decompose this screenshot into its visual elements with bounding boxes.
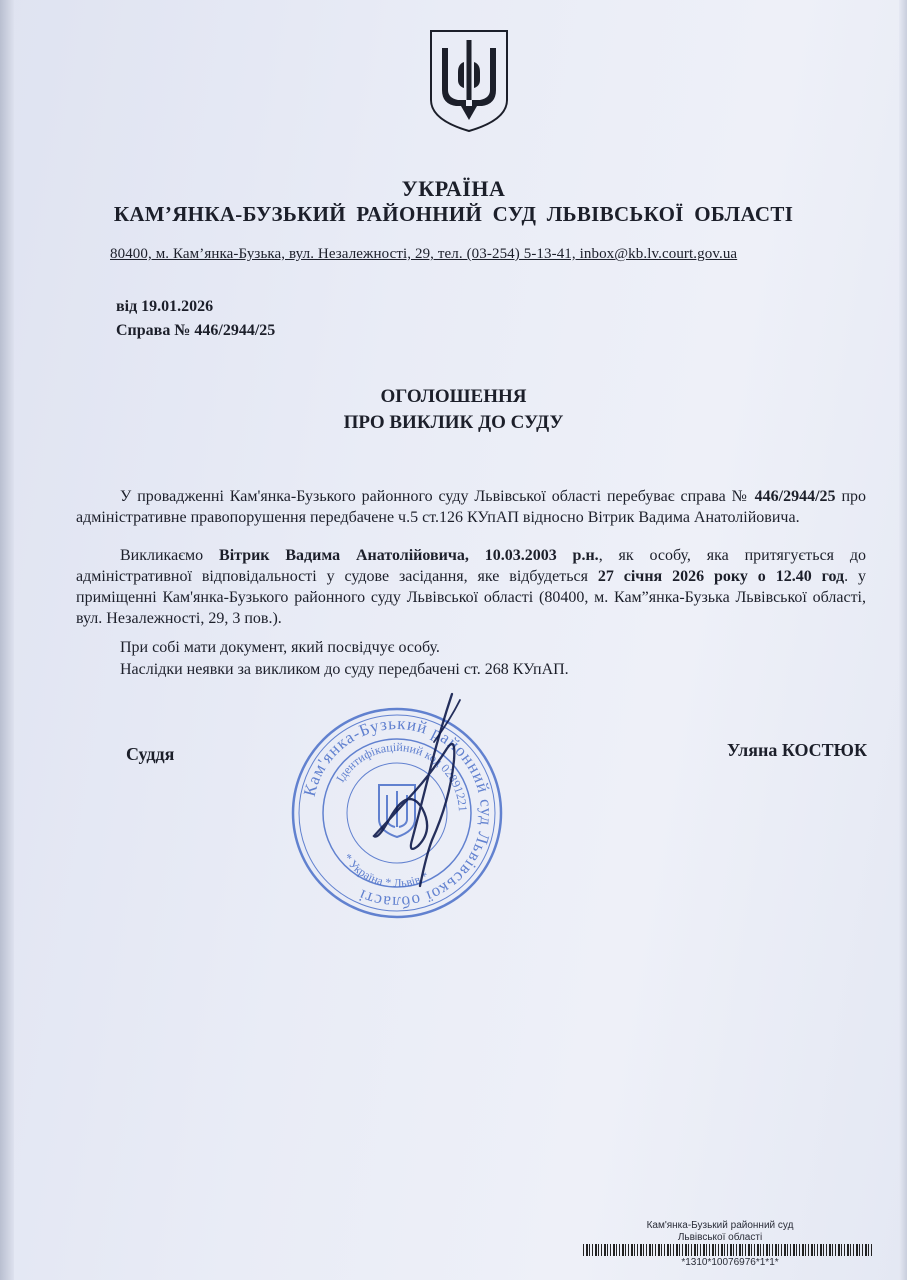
p2-person: Вітрик Вадима Анатолійовича, 10.03.2003 р.н. <box>219 547 599 564</box>
trident-icon <box>428 28 510 134</box>
paragraph-consequences: Наслідки неявки за викликом до суду передбачені ст. 268 КУпАП. <box>120 661 569 678</box>
footer-court-line1: Кам'янка-Бузький районний суд <box>646 1220 794 1231</box>
country-title: УКРАЇНА <box>401 176 506 201</box>
p2-mid: , як особу, яка притягується до адміністративної відповідальності у судове засідання, яке відбудеться <box>76 547 867 585</box>
judge-signature <box>360 690 480 890</box>
p2-start: Викликаємо <box>120 547 220 564</box>
case-number: Справа № 446/2944/25 <box>116 322 276 339</box>
p1-start: У провадженні Кам'янка-Бузького районного суду Львівської області перебуває справа № <box>120 488 755 505</box>
paragraph-id-document: При собі мати документ, який посвідчує особу. <box>120 639 440 656</box>
footer-court-line2: Львівської області <box>677 1232 763 1243</box>
court-name: КАМ’ЯНКА-БУЗЬКИЙ РАЙОННИЙ СУД ЛЬВІВСЬКОЇ ОБЛАСТІ <box>113 202 794 226</box>
p2-hearing-date: 27 січня 2026 року о 12.40 год <box>597 568 845 585</box>
document-barcode <box>583 1244 873 1256</box>
seal-bottom-text: * Україна * Львів * <box>340 851 431 891</box>
court-address: 80400, м. Кам’янка-Бузька, вул. Незалежності, 29, тел. (03-254) 5-13-41, inbox@kb.lv.court.gov.ua <box>110 246 738 262</box>
paragraph-summons <box>76 545 866 629</box>
barcode-number: *1310*10076976*1*1* <box>681 1257 779 1268</box>
seal-inner-text: Ідентифікаційний код 02891221 <box>333 739 471 813</box>
p2-end: . у приміщенні Кам'янка-Бузького районного суду Львівської області (80400, м. Кам”янка-Бузька Львівської області, вул. Незалежності, 29, 3 пов.). <box>76 568 866 627</box>
judge-name: Уляна КОСТЮК <box>726 740 867 760</box>
document-date: від 19.01.2026 <box>116 298 214 315</box>
paragraph-proceedings <box>76 486 866 528</box>
p1-case-number: 446/2944/25 <box>754 488 836 505</box>
document-subtitle: ПРО ВИКЛИК ДО СУДУ <box>343 412 564 433</box>
judge-label: Суддя <box>126 744 175 764</box>
p1-end: про адміністративне правопорушення передбачене ч.5 ст.126 КУпАП відносно Вітрик Вадима Анатолійовича. <box>76 488 867 526</box>
document-title: ОГОЛОШЕННЯ <box>380 386 527 407</box>
seal-outer-text: Кам'янка-Бузький районний суд Львівської області <box>299 713 497 913</box>
